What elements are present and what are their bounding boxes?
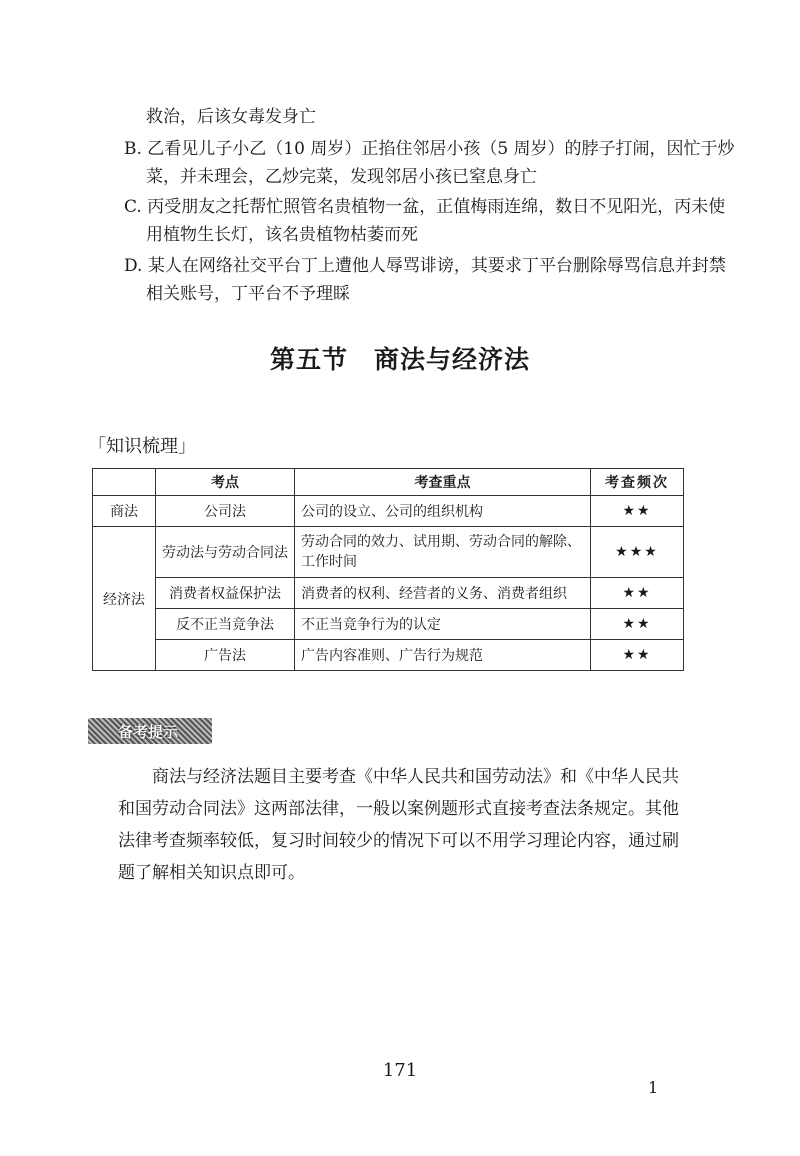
corner-mark: 1 bbox=[648, 1078, 659, 1097]
exam-tip-badge bbox=[88, 718, 212, 744]
header-frequency-cell: 考查频次 bbox=[591, 469, 684, 496]
exam-tip-label: 备考提示 bbox=[118, 723, 179, 741]
knowledge-table bbox=[92, 468, 684, 671]
focus-cell: 劳动合同的效力、试用期、劳动合同的解除、工作时间 bbox=[295, 527, 591, 578]
header-focus-cell: 考查重点 bbox=[295, 469, 591, 496]
question-option-line: 用植物生长灯，该名贵植物枯萎而死 bbox=[146, 225, 418, 245]
tip-paragraph-line: 商法与经济法题目主要考查《中华人民共和国劳动法》和《中华人民共 bbox=[152, 767, 679, 787]
point-cell: 广告法 bbox=[156, 640, 295, 671]
table-row bbox=[93, 527, 684, 578]
question-option-line: C. 丙受朋友之托帮忙照管名贵植物一盆，正值梅雨连绵，数日不见阳光，丙未使 bbox=[124, 197, 726, 217]
table-row bbox=[93, 578, 684, 609]
focus-cell: 不正当竞争行为的认定 bbox=[295, 609, 591, 640]
category-cell: 商法 bbox=[93, 496, 156, 527]
point-cell: 反不正当竞争法 bbox=[156, 609, 295, 640]
frequency-cell: ★★ bbox=[591, 609, 684, 640]
table-row bbox=[93, 496, 684, 527]
frequency-cell: ★★ bbox=[591, 640, 684, 671]
point-cell: 消费者权益保护法 bbox=[156, 578, 295, 609]
focus-cell: 消费者的权利、经营者的义务、消费者组织 bbox=[295, 578, 591, 609]
header-category-cell bbox=[93, 469, 156, 496]
tip-paragraph-line: 和国劳动合同法》这两部法律，一般以案例题形式直接考查法条规定。其他 bbox=[118, 799, 679, 819]
frequency-cell: ★★ bbox=[591, 578, 684, 609]
focus-cell: 广告内容准则、广告行为规范 bbox=[295, 640, 591, 671]
tip-paragraph-line: 题了解相关知识点即可。 bbox=[118, 863, 305, 883]
table-row bbox=[93, 640, 684, 671]
header-point-cell: 考点 bbox=[156, 469, 295, 496]
question-option-line: 救治，后该女毒发身亡 bbox=[146, 107, 316, 127]
focus-cell: 公司的设立、公司的组织机构 bbox=[295, 496, 591, 527]
category-cell: 经济法 bbox=[93, 527, 156, 671]
table-header-row bbox=[93, 469, 684, 496]
point-cell: 劳动法与劳动合同法 bbox=[156, 527, 295, 578]
point-cell: 公司法 bbox=[156, 496, 295, 527]
table-row bbox=[93, 609, 684, 640]
question-option-line: 相关账号，丁平台不予理睬 bbox=[146, 284, 350, 304]
question-option-line: 菜，并未理会，乙炒完菜，发现邻居小孩已窒息身亡 bbox=[146, 167, 537, 187]
question-option-line: B. 乙看见儿子小乙（10 周岁）正掐住邻居小孩（5 周岁）的脖子打闹，因忙于炒 bbox=[124, 139, 735, 159]
section-title: 第五节 商法与经济法 bbox=[269, 345, 530, 374]
frequency-cell: ★★★ bbox=[591, 527, 684, 578]
knowledge-label: 「知识梳理」 bbox=[88, 436, 196, 457]
tip-paragraph-line: 法律考查频率较低，复习时间较少的情况下可以不用学习理论内容，通过刷 bbox=[118, 831, 679, 851]
question-option-line: D. 某人在网络社交平台丁上遭他人辱骂诽谤，其要求丁平台删除辱骂信息并封禁 bbox=[124, 256, 726, 276]
page-number: 171 bbox=[382, 1060, 418, 1081]
frequency-cell: ★★ bbox=[591, 496, 684, 527]
